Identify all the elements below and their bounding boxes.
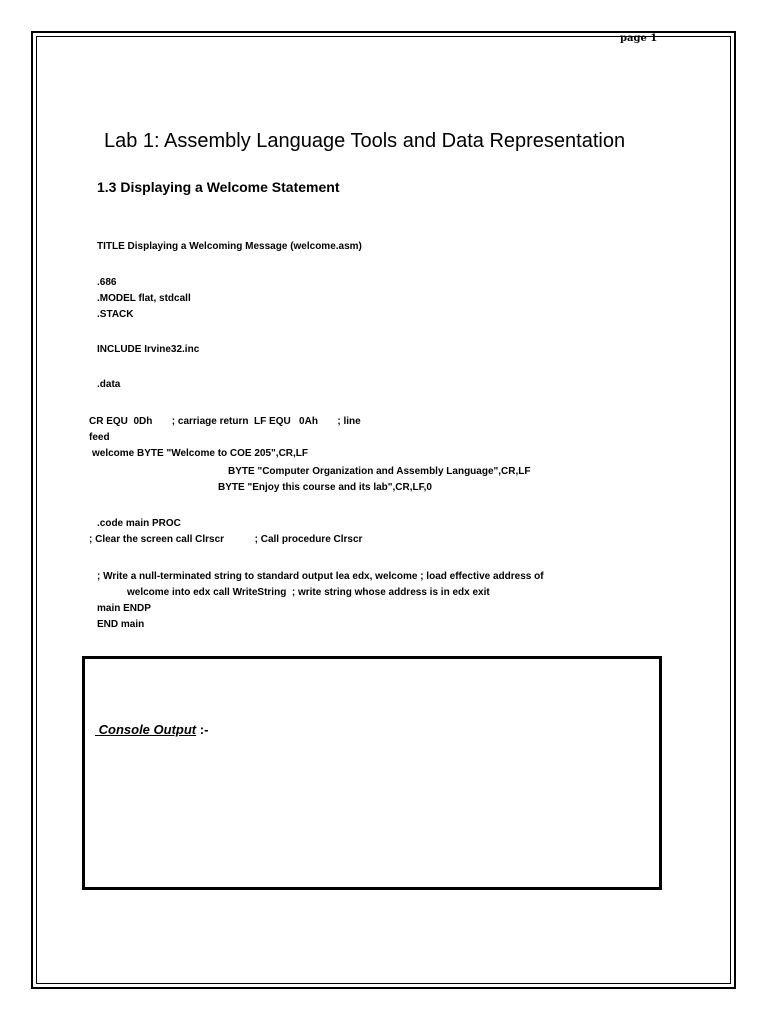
code-data-line: .data bbox=[97, 379, 121, 390]
code-directive-686: .686 bbox=[97, 277, 117, 288]
code-equ-line: CR EQU 0Dh ; carriage return LF EQU 0Ah ; line bbox=[89, 416, 361, 427]
code-model-line: .MODEL flat, stdcall bbox=[97, 293, 191, 304]
console-output-label bbox=[95, 722, 208, 737]
code-include-line: INCLUDE Irvine32.inc bbox=[97, 344, 200, 355]
lab-title: Lab 1: Assembly Language Tools and Data Representation bbox=[104, 130, 626, 152]
code-feed-line: feed bbox=[89, 432, 110, 443]
code-welcome-line: welcome BYTE "Welcome to COE 205",CR,LF bbox=[92, 448, 309, 459]
code-main-endp-line: main ENDP bbox=[97, 603, 151, 614]
code-byte-line-2: BYTE "Computer Organization and Assembly Language",CR,LF bbox=[228, 466, 531, 477]
page-number: page 1 bbox=[620, 33, 658, 44]
code-proc-line: .code main PROC bbox=[97, 518, 181, 529]
section-heading: 1.3 Displaying a Welcome Statement bbox=[97, 179, 340, 195]
code-title-line: TITLE Displaying a Welcoming Message (welcome.asm) bbox=[97, 241, 362, 252]
code-write-line-2: welcome into edx call WriteString ; write string whose address is in edx exit bbox=[127, 587, 490, 598]
code-clear-line: ; Clear the screen call Clrscr ; Call procedure Clrscr bbox=[89, 534, 363, 545]
code-byte-line-3: BYTE "Enjoy this course and its lab",CR,LF,0 bbox=[218, 482, 432, 493]
console-output-suffix: :- bbox=[196, 722, 209, 737]
code-end-main-line: END main bbox=[97, 619, 145, 630]
code-write-line-1: ; Write a null-terminated string to standard output lea edx, welcome ; load effective address of bbox=[97, 571, 544, 582]
console-output-box bbox=[82, 656, 662, 890]
code-stack-line: .STACK bbox=[97, 309, 134, 320]
console-output-title: Console Output bbox=[98, 722, 197, 737]
